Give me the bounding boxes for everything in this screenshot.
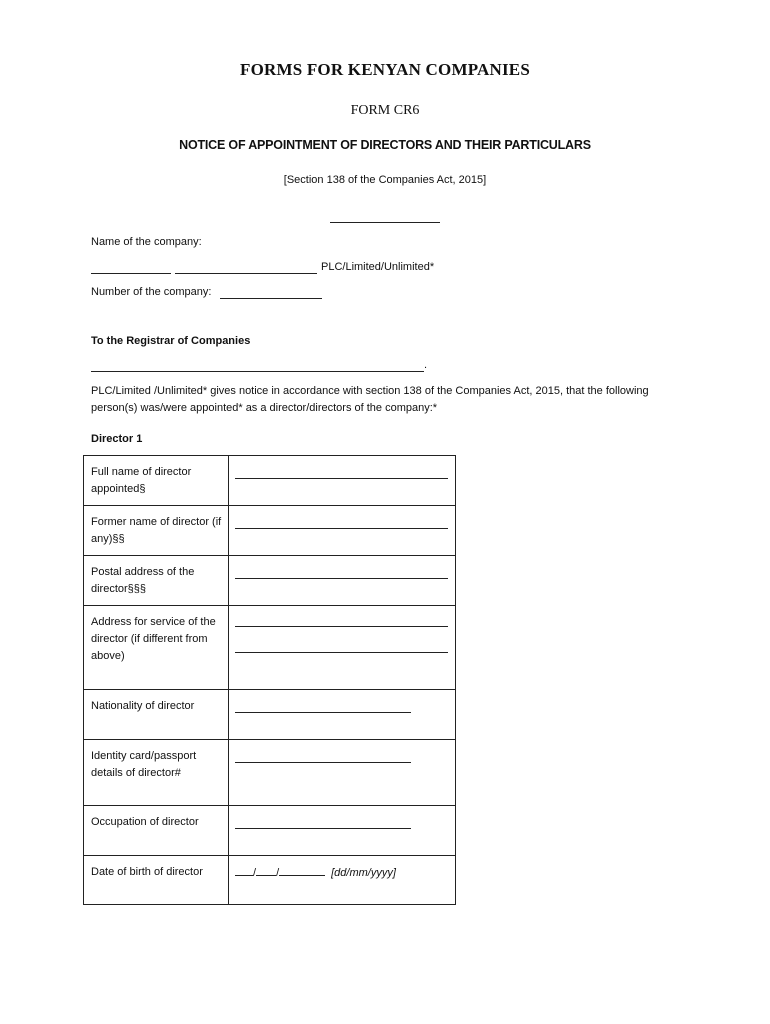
- registrar-company-blank[interactable]: [91, 371, 424, 372]
- director-particulars-table: [83, 455, 456, 905]
- form-series-title: FORMS FOR KENYAN COMPANIES: [240, 60, 530, 79]
- row-label-full-name: Full name of director appointed§: [84, 456, 229, 506]
- table-row: [84, 606, 456, 690]
- date-of-birth-input[interactable]: [235, 864, 396, 879]
- top-blank-line[interactable]: [330, 222, 440, 223]
- row-label-former-name: Former name of director (if any)§§: [84, 506, 229, 556]
- row-label-occupation: Occupation of director: [84, 806, 229, 856]
- company-type-options: PLC/Limited/Unlimited*: [321, 261, 435, 273]
- row-label-identity: Identity card/passport details of director#: [84, 740, 229, 806]
- identity-blank[interactable]: [235, 762, 411, 763]
- section-reference: [Section 138 of the Companies Act, 2015]: [283, 174, 487, 186]
- company-name-label: Name of the company:: [91, 236, 202, 248]
- dob-year-blank[interactable]: [279, 864, 325, 876]
- service-address-field[interactable]: [229, 606, 456, 690]
- dob-format-hint: [dd/mm/yyyy]: [331, 867, 396, 879]
- identity-field[interactable]: [229, 740, 456, 806]
- former-name-blank[interactable]: [235, 528, 448, 529]
- row-label-date-of-birth: Date of birth of director: [84, 856, 229, 905]
- service-address-blank-2[interactable]: [235, 652, 448, 653]
- table-row: [84, 806, 456, 856]
- row-label-service-address: Address for service of the director (if different from above): [84, 606, 229, 690]
- postal-address-blank[interactable]: [235, 578, 448, 579]
- nationality-field[interactable]: [229, 690, 456, 740]
- company-name-blank-2[interactable]: [175, 273, 317, 274]
- former-name-field[interactable]: [229, 506, 456, 556]
- table-row: [84, 690, 456, 740]
- form-number: FORM CR6: [350, 103, 420, 118]
- registrar-line-end: .: [424, 359, 428, 371]
- dob-day-blank[interactable]: [235, 864, 253, 876]
- occupation-blank[interactable]: [235, 828, 411, 829]
- table-row: [84, 856, 456, 905]
- table-row: [84, 506, 456, 556]
- service-address-blank-1[interactable]: [235, 626, 448, 627]
- director-heading: Director 1: [91, 433, 143, 445]
- notice-paragraph: PLC/Limited /Unlimited* gives notice in accordance with section 138 of the Companies Act, 2015, that the following person(s) was/were appointed* as a director/directors of the company:*: [91, 385, 649, 414]
- postal-address-field[interactable]: [229, 556, 456, 606]
- occupation-field[interactable]: [229, 806, 456, 856]
- row-label-nationality: Nationality of director: [84, 690, 229, 740]
- dob-separator: /: [276, 867, 280, 879]
- row-label-postal-address: Postal address of the director§§§: [84, 556, 229, 606]
- full-name-blank[interactable]: [235, 478, 448, 479]
- company-name-blank-1[interactable]: [91, 273, 171, 274]
- table-row: [84, 740, 456, 806]
- registrar-heading: To the Registrar of Companies: [91, 335, 251, 347]
- table-row: [84, 456, 456, 506]
- date-of-birth-field[interactable]: [229, 856, 456, 905]
- dob-month-blank[interactable]: [256, 864, 276, 876]
- full-name-field[interactable]: [229, 456, 456, 506]
- nationality-blank[interactable]: [235, 712, 411, 713]
- table-row: [84, 556, 456, 606]
- company-number-label: Number of the company:: [91, 286, 212, 298]
- notice-title: NOTICE OF APPOINTMENT OF DIRECTORS AND THEIR PARTICULARS: [179, 138, 591, 152]
- dob-separator: /: [253, 867, 257, 879]
- company-number-blank[interactable]: [220, 298, 322, 299]
